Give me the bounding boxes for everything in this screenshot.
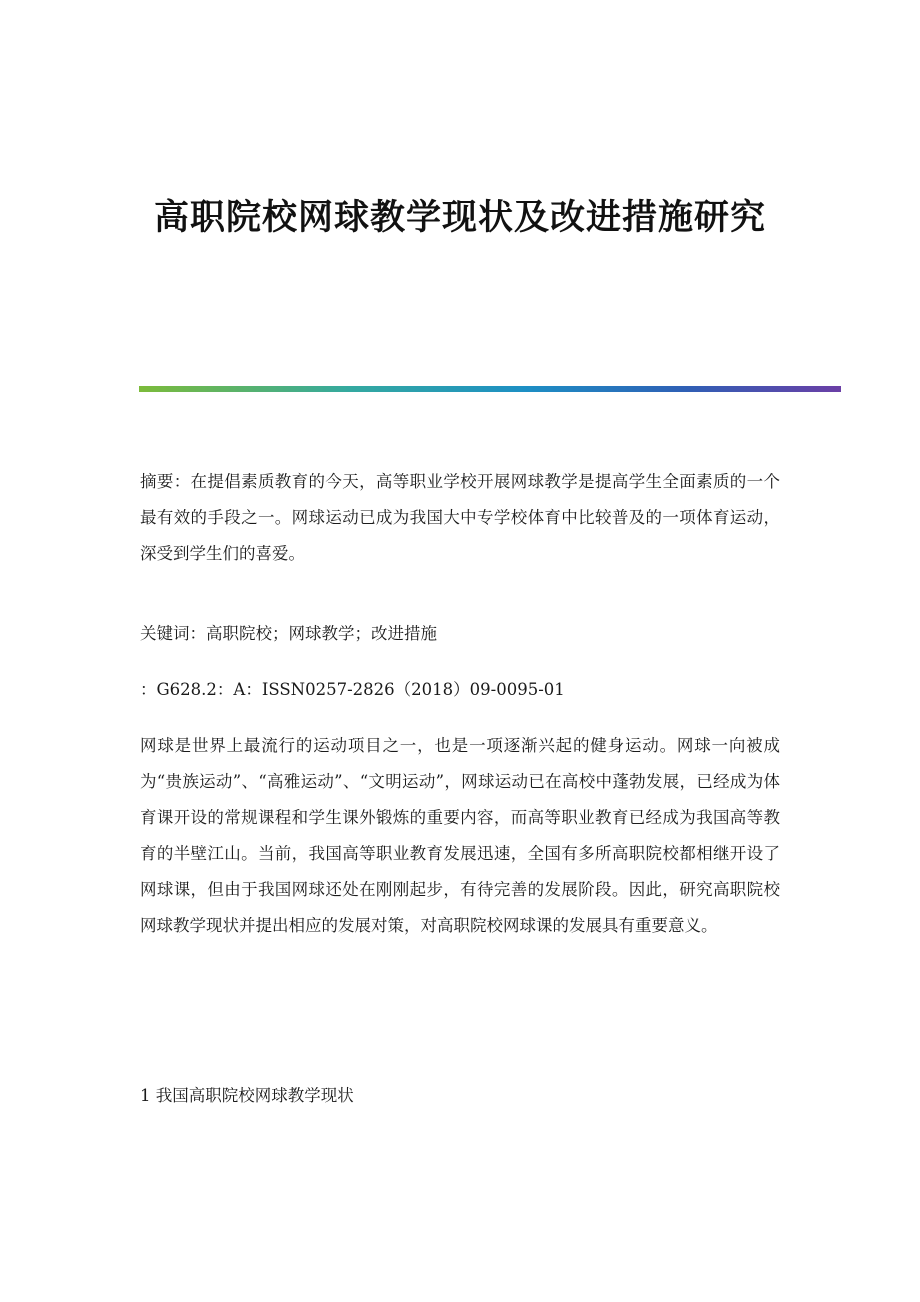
- keywords-line: 关键词：高职院校；网球教学；改进措施: [140, 624, 437, 643]
- body-paragraph: 网球是世界上最流行的运动项目之一，也是一项逐渐兴起的健身运动。网球一向被成为“贵族运动”、“高雅运动”、“文明运动”，网球运动已在高校中蓬勃发展，已经成为体育课开设的常规课程和学生课外锻炼的重要内容，而高等职业教育已经成为我国高等教育的半壁江山。当前，我国高等职业教育发展迅速，全国有多所高职院校都相继开设了网球课，但由于我国网球还处在刚刚起步，有待完善的发展阶段。因此，研究高职院校网球教学现状并提出相应的发展对策，对高职院校网球课的发展具有重要意义。: [140, 736, 780, 935]
- section-heading: 1 我国高职院校网球教学现状: [140, 1086, 354, 1105]
- page-title: 高职院校网球教学现状及改进措施研究: [153, 197, 766, 238]
- title-divider: [139, 386, 841, 392]
- abstract-paragraph: 摘要：在提倡素质教育的今天，高等职业学校开展网球教学是提高学生全面素质的一个最有效的手段之一。网球运动已成为我国大中专学校体育中比较普及的一项体育运动，深受到学生们的喜爱。: [140, 472, 780, 563]
- classification-line: ：G628.2：A：ISSN0257-2826（2018）09-0095-01: [140, 680, 565, 699]
